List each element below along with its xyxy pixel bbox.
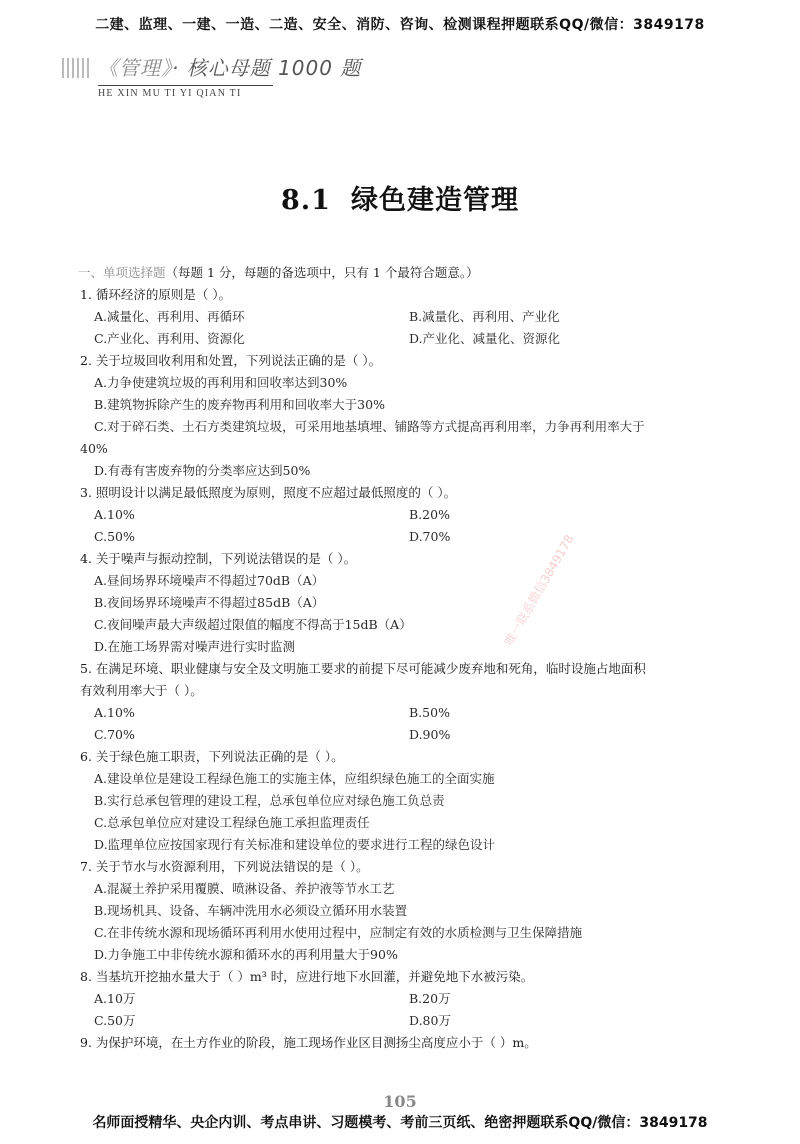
option-grid	[80, 702, 752, 746]
option-d: D.有毒有害废弃物的分类率应达到50%	[94, 463, 311, 478]
option-b: B.夜间场界环境噪声不得超过85dB（A）	[94, 595, 325, 610]
option-a: A.10%	[94, 705, 135, 720]
option-a: A.建设单位是建设工程绿色施工的实施主体，应组织绿色施工的全面实施	[94, 771, 495, 786]
section-title: 绿色建造管理	[350, 185, 519, 216]
option-d: D.70%	[409, 529, 451, 544]
option-c: C.总承包单位应对建设工程绿色施工承担监理责任	[94, 815, 370, 830]
part-title	[78, 262, 752, 284]
section-heading	[0, 178, 800, 217]
question-stem: 6. 关于绿色施工职责，下列说法正确的是（ ）。	[80, 749, 344, 764]
question-stem: 3. 照明设计以满足最低照度为原则，照度不应超过最低照度的（ ）。	[80, 485, 457, 500]
option-c: C.在非传统水源和现场循环再利用水使用过程中，应制定有效的水质检测与卫生保障措施	[94, 925, 583, 940]
option-c: C.50%	[94, 529, 135, 544]
option-c: C.产业化、再利用、资源化	[94, 331, 245, 346]
option-d: D.在施工场界需对噪声进行实时监测	[94, 639, 296, 654]
option-c-continuation: 40%	[80, 441, 108, 456]
brand-title-right: · 核心母题 1000 题	[172, 56, 362, 80]
question-list	[80, 262, 752, 1054]
question-stem: 1. 循环经济的原则是（ ）。	[80, 287, 232, 302]
option-a: A.力争使建筑垃圾的再利用和回收率达到30%	[94, 375, 348, 390]
option-b: B.50%	[409, 705, 450, 720]
top-banner: 二建、监理、一建、一造、二造、安全、消防、咨询、检测课程押题联系QQ/微信：3849178	[95, 17, 705, 33]
option-c: C.夜间噪声最大声级超过限值的幅度不得高于15dB（A）	[94, 617, 412, 632]
watermark: 唯一联系微信3849178	[501, 532, 577, 648]
question-stem: 4. 关于噪声与振动控制，下列说法错误的是（ ）。	[80, 551, 357, 566]
part-instruction: （每题 1 分，每题的备选项中，只有 1 个最符合题意。）	[165, 265, 479, 280]
section-number: 8.1	[281, 185, 331, 216]
option-b: B.建筑物拆除产生的废弃物再利用和回收率大于30%	[94, 397, 385, 412]
bottom-banner: 名师面授精华、央企内训、考点串讲、习题模考、考前三页纸、绝密押题联系QQ/微信：3849178	[92, 1115, 708, 1131]
option-b: B.现场机具、设备、车辆冲洗用水必须设立循环用水装置	[94, 903, 408, 918]
option-c: C.70%	[94, 727, 135, 742]
option-b: B.实行总承包管理的建设工程，总承包单位应对绿色施工负总责	[94, 793, 445, 808]
brand-title-left: 《管理》	[98, 56, 172, 80]
question-stem: 8. 当基坑开挖抽水量大于（ ）m³ 时，应进行地下水回灌，并避免地下水被污染。	[80, 969, 534, 984]
option-d: D.80万	[409, 1013, 451, 1028]
option-d: D.产业化、减量化、资源化	[409, 331, 561, 346]
option-b: B.20万	[409, 991, 451, 1006]
question-stem: 7. 关于节水与水资源利用，下列说法错误的是（ ）。	[80, 859, 369, 874]
option-b: B.减量化、再利用、产业化	[409, 309, 560, 324]
option-b: B.20%	[409, 507, 450, 522]
option-a: A.昼间场界环境噪声不得超过70dB（A）	[94, 573, 325, 588]
question-stem: 9. 为保护环境，在土方作业的阶段，施工现场作业区目测扬尘高度应小于（ ）m。	[80, 1035, 537, 1050]
question-stem: 5. 在满足环境、职业健康与安全及文明施工要求的前提下尽可能减少废弃地和死角，临时设施占地面积	[80, 661, 646, 676]
question-stem-continuation: 有效利用率大于（ ）。	[80, 683, 203, 698]
option-d: D.力争施工中非传统水源和循环水的再利用量大于90%	[94, 947, 398, 962]
option-a: A.混凝土养护采用覆膜、喷淋设备、养护液等节水工艺	[94, 881, 395, 896]
option-grid	[80, 988, 752, 1032]
option-d: D.监理单位应按国家现行有关标准和建设单位的要求进行工程的绿色设计	[94, 837, 496, 852]
option-c: C.对于碎石类、土石方类建筑垃圾，可采用地基填埋、铺路等方式提高再利用率，力争再利用率大于	[94, 419, 645, 434]
option-c: C.50万	[94, 1013, 136, 1028]
option-grid	[80, 504, 752, 548]
brand-title	[98, 52, 398, 81]
option-a: A.10万	[94, 991, 136, 1006]
question-stem: 2. 关于垃圾回收利用和处置，下列说法正确的是（ ）。	[80, 353, 382, 368]
brand-rule	[98, 85, 273, 86]
option-a: A.减量化、再利用、再循环	[94, 309, 245, 324]
option-d: D.90%	[409, 727, 451, 742]
header-decoration	[62, 58, 92, 78]
part-prefix: 一、单项选择题	[78, 265, 166, 280]
page-number: 105	[383, 1092, 417, 1111]
brand-subtitle: HE XIN MU TI YI QIAN TI	[98, 88, 242, 99]
option-a: A.10%	[94, 507, 135, 522]
book-brand	[98, 52, 398, 99]
option-grid	[80, 306, 752, 350]
